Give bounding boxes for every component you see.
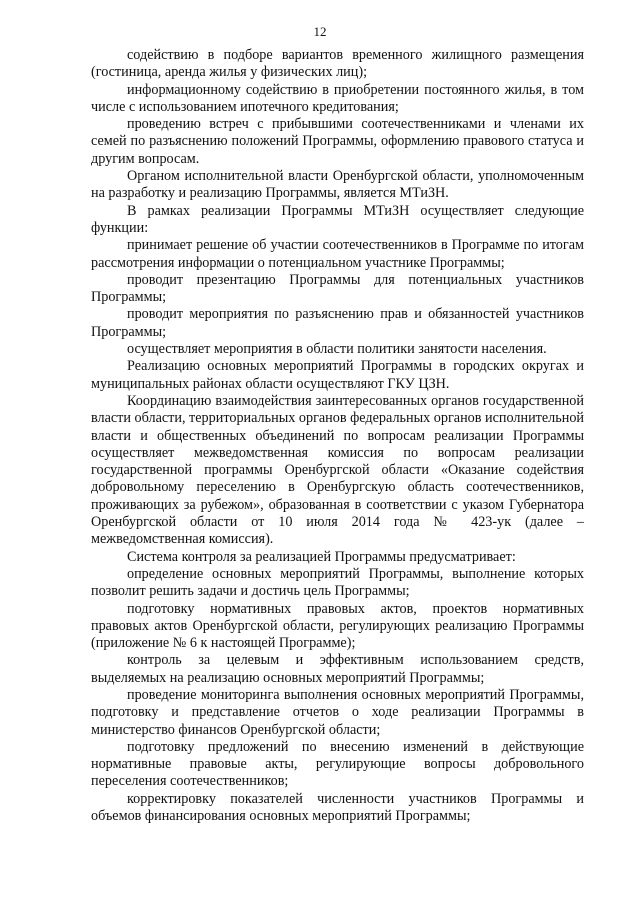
paragraph: корректировку показателей численности участников Программы и объемов финансирования основных мероприятий Программы; (91, 790, 584, 825)
paragraph: Система контроля за реализацией Программы предусматривает: (127, 548, 516, 565)
paragraph: подготовку предложений по внесению изменений в действующие нормативные правовые акты, регулирующие вопросы добровольного переселения соотечественников; (91, 738, 584, 790)
paragraph: контроль за целевым и эффективным использованием средств, выделяемых на реализацию основных мероприятий Программы; (91, 652, 584, 686)
paragraph: подготовку нормативных правовых актов, проектов нормативных правовых актов Оренбургской области, регулирующих реализацию Программы (приложение № 6 к настоящей Программе); (91, 600, 584, 652)
paragraph: Органом исполнительной власти Оренбургской области, уполномоченным на разработку и реализацию Программы, является МТиЗН. (91, 168, 584, 202)
paragraph: проведение мониторинга выполнения основных мероприятий Программы, подготовку и представление отчетов о ходе реализации Программы в министерство финансов Оренбургской области; (91, 686, 584, 738)
page-body (91, 47, 584, 825)
paragraph: принимает решение об участии соотечественников в Программе по итогам рассмотрения информации о потенциальном участнике Программы; (91, 237, 584, 271)
paragraph: проводит мероприятия по разъяснению прав и обязанностей участников Программы; (91, 306, 584, 340)
paragraph: содействию в подборе вариантов временного жилищного размещения (гостиница, аренда жилья у физических лиц); (91, 47, 584, 81)
paragraph: осуществляет мероприятия в области политики занятости населения. (127, 341, 547, 358)
paragraph: проводит презентацию Программы для потенциальных участников Программы; (91, 271, 584, 306)
paragraph: определение основных мероприятий Программы, выполнение которых позволит решить задачи и достичь цель Программы; (91, 565, 584, 600)
paragraph: В рамках реализации Программы МТиЗН осуществляет следующие функции: (91, 202, 584, 236)
paragraph: Координацию взаимодействия заинтересованных органов государственной власти области, территориальных органов федеральных органов исполнительной власти и общественных объединений по вопросам реализации Программы осуществляет межведомственная комиссия по вопросам реализации государственной программы Оренбургской области «Оказание содействия добровольному переселению в Оренбургскую область соотечественников, проживающих за рубежом», образованная в соответствии с указом Губернатора Оренбургской области от 10 июля 2014 года № 423-ук (далее – межведомственная комиссия). (91, 392, 584, 548)
paragraph: проведению встреч с прибывшими соотечественниками и членами их семей по разъяснению положений Программы, оформлению правового статуса и другим вопросам. (91, 116, 584, 167)
paragraph: информационному содействию в приобретении постоянного жилья, в том числе с использованием ипотечного кредитования; (91, 81, 584, 115)
page-number: 12 (313, 24, 327, 39)
paragraph: Реализацию основных мероприятий Программы в городских округах и муниципальных районах области осуществляют ГКУ ЦЗН. (91, 358, 584, 392)
